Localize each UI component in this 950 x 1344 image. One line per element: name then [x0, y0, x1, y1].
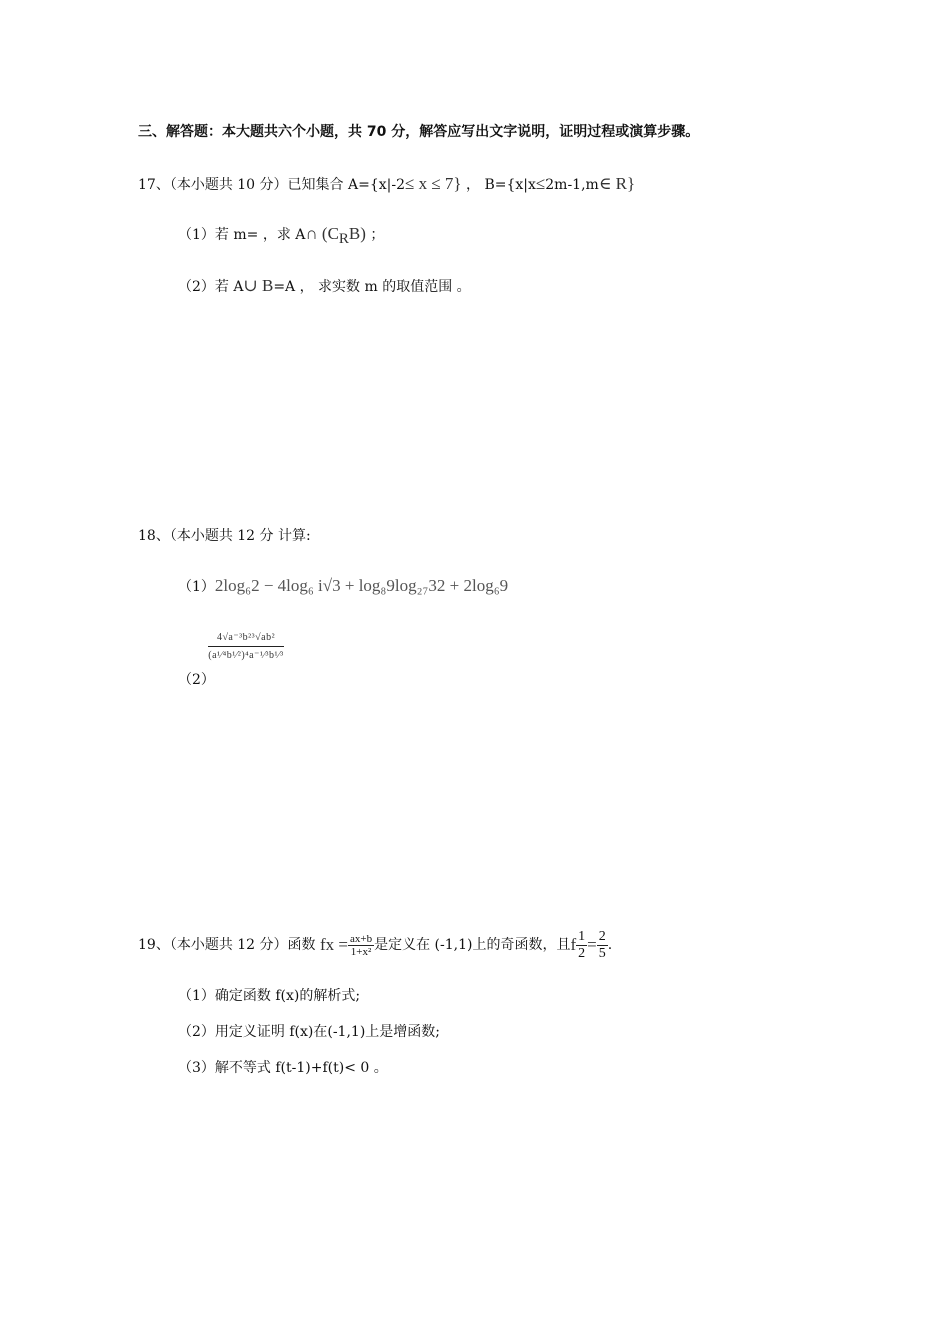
condition-value-denominator: 5	[598, 945, 606, 961]
function-lhs: fx =	[320, 935, 348, 954]
question-19-number: 19、	[138, 937, 170, 953]
question-19-mid: 是定义在 (-1,1)上的奇函数，且	[374, 937, 571, 953]
question-19	[138, 928, 612, 962]
q17-part2-math: ∪ B	[243, 276, 274, 295]
q17-part1-math: ∩ (C	[305, 224, 339, 243]
condition-f: f	[570, 935, 577, 954]
question-19-part-2: （2）用定义证明 f(x)在(-1,1)上是增函数;	[178, 1024, 440, 1040]
function-fraction	[348, 933, 374, 958]
condition-end: .	[607, 937, 613, 953]
question-19-intro: （本小题共 12 分）函数	[169, 937, 316, 953]
question-18-intro: （本小题共 12 分 计算:	[169, 528, 311, 544]
question-17-part-2	[178, 276, 471, 297]
function-denominator: 1+x²	[350, 945, 372, 958]
q17-part2-prefix: （2）若 A	[178, 279, 244, 295]
question-18-part-2-expression	[208, 632, 284, 661]
question-17-intro: （本小题共 10 分）已知集合 A={x|-2	[169, 177, 405, 193]
condition-value	[597, 929, 608, 962]
set-b-tail: ∈ R}	[598, 174, 636, 193]
question-18	[138, 526, 311, 546]
condition-value-numerator: 2	[598, 928, 606, 944]
condition-argument	[576, 929, 587, 962]
question-18-number: 18、	[138, 528, 170, 544]
set-a-condition: ≤ x ≤ 7}	[405, 174, 462, 193]
question-18-part-1	[178, 576, 508, 597]
section-heading: 三、解答题：本大题共六个小题，共 70 分，解答应写出文字说明，证明过程或演算步骤。	[138, 124, 700, 140]
q18-part2-numerator: 4√a⁻³b²³√ab²	[208, 632, 284, 647]
q17-part2-suffix: =A ， 求实数 m 的取值范围 。	[273, 279, 471, 295]
question-17-number: 17、	[138, 177, 170, 193]
q17-part1-math-end: B)	[348, 224, 366, 243]
question-17-separator: ， B={x|x	[461, 177, 536, 193]
condition-arg-numerator: 1	[578, 928, 586, 944]
q18-part1-label: （1）	[178, 579, 215, 595]
q18-part1-expression: 2log₆2 − 4log₆ i√3 + log₈9log₂₇32 + 2log₆9	[214, 576, 509, 595]
q18-part2-denominator: (a¹⁄⁴b¹⁄²)⁴a⁻¹⁄³b¹⁄³	[208, 650, 284, 661]
question-17-part-1	[178, 224, 384, 249]
set-b-leq: ≤	[535, 174, 546, 193]
question-18-part-2-label: （2）	[178, 672, 215, 688]
function-numerator: ax+b	[350, 932, 373, 945]
question-19-part-1: （1）确定函数 f(x)的解析式;	[178, 988, 361, 1004]
q17-part1-subscript: R	[338, 230, 349, 247]
condition-equals: =	[587, 935, 597, 954]
question-17	[138, 174, 635, 195]
q17-part1-suffix: ；	[365, 227, 385, 243]
question-19-part-3: （3）解不等式 f(t-1)+f(t)< 0 。	[178, 1060, 388, 1076]
q17-part1-prefix: （1）若 m= ，求 A	[178, 227, 306, 243]
set-b-rest: 2m-1,m	[545, 177, 599, 193]
condition-arg-denominator: 2	[578, 945, 586, 961]
